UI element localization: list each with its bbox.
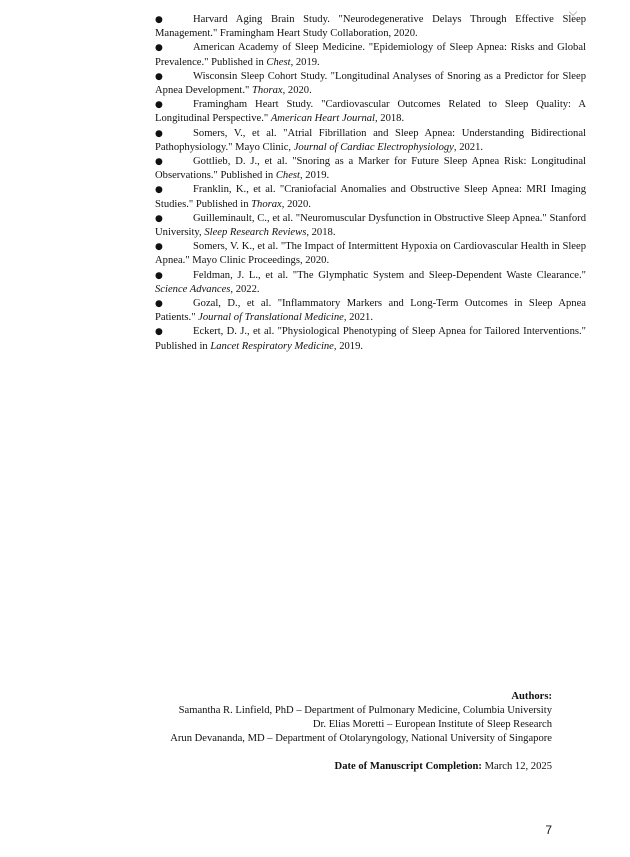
reference-citation: Eckert, D. J., et al. "Physiological Phenotyping of Sleep Apnea for Tailored Interventions." Published in <box>155 326 586 352</box>
reference-item <box>155 325 586 353</box>
reference-item <box>155 155 586 183</box>
manuscript-completion-date <box>335 760 552 774</box>
reference-citation: Franklin, K., et al. "Craniofacial Anomalies and Obstructive Sleep Apnea: MRI Imaging Studies." Published in <box>155 184 586 210</box>
bullet-icon: ● <box>155 242 163 253</box>
reference-journal: Thorax <box>251 198 282 210</box>
reference-year: , 2022. <box>230 283 260 295</box>
reference-text <box>155 297 586 325</box>
reference-year: , 2020. <box>281 198 311 210</box>
reference-item <box>155 212 586 240</box>
reference-item <box>155 269 586 297</box>
author-line: Arun Devananda, MD – Department of Otolaryngology, National University of Singapore <box>170 733 552 744</box>
reference-year: , 2018. <box>374 113 405 125</box>
reference-text <box>155 212 586 240</box>
reference-year: , 2019. <box>333 340 364 352</box>
reference-journal: American Heart Journal <box>270 113 375 125</box>
reference-text <box>155 240 586 268</box>
reference-citation: Harvard Aging Brain Study. "Neurodegenerative Delays Through Effective Sleep Management." Framingham Heart Study Collaboration, 2020. <box>155 14 586 40</box>
reference-text <box>155 41 586 69</box>
reference-citation: Framingham Heart Study. "Cardiovascular Outcomes Related to Sleep Quality: A Longitudinal Perspective." <box>155 99 586 125</box>
bullet-icon: ● <box>155 71 163 82</box>
reference-item <box>155 70 586 98</box>
reference-journal: Journal of Translational Medicine <box>198 312 344 324</box>
completion-label: Date of Manuscript Completion: <box>334 761 482 772</box>
reference-journal: Chest <box>275 170 300 182</box>
reference-citation: Somers, V. K., et al. "The Impact of Intermittent Hypoxia on Cardiovascular Health in Sleep Apnea." Mayo Clinic Proceedings, 2020. <box>155 241 586 267</box>
author-line: Samantha R. Linfield, PhD – Department of Pulmonary Medicine, Columbia University <box>178 705 552 716</box>
reference-citation: Gozal, D., et al. "Inflammatory Markers and Long-Term Outcomes in Sleep Apnea Patients." <box>155 298 586 324</box>
reference-text <box>155 325 586 353</box>
reference-item <box>155 41 586 69</box>
reference-text <box>155 70 586 98</box>
reference-journal: Thorax <box>252 85 283 97</box>
reference-year: , 2019. <box>290 56 320 68</box>
reference-journal: Journal of Cardiac Electrophysiology <box>293 141 454 153</box>
reference-year: , 2019. <box>300 170 330 182</box>
bullet-icon: ● <box>155 327 163 338</box>
bullet-icon: ● <box>155 128 163 139</box>
bullet-icon: ● <box>155 270 163 281</box>
reference-text <box>155 98 586 126</box>
reference-text <box>155 269 586 297</box>
reference-year: , 2021. <box>343 312 373 324</box>
reference-item <box>155 183 586 211</box>
reference-citation: Feldman, J. L., et al. "The Glymphatic System and Sleep-Dependent Waste Clearance." <box>193 269 586 281</box>
bullet-icon: ● <box>155 299 163 310</box>
page-number: 7 <box>545 823 552 837</box>
reference-text <box>155 183 586 211</box>
reference-year: , 2020. <box>282 85 312 97</box>
reference-journal: Science Advances <box>155 283 231 295</box>
authors-heading: Authors: <box>511 691 552 702</box>
reference-citation: American Academy of Sleep Medicine. "Epidemiology of Sleep Apnea: Risks and Global Prevalence." Published in <box>155 42 586 68</box>
reference-citation: Gottlieb, D. J., et al. "Snoring as a Marker for Future Sleep Apnea Risk: Longitudinal Observations." Published in <box>155 156 586 182</box>
reference-year: , 2018. <box>306 227 336 239</box>
author-line: Dr. Elias Moretti – European Institute of Sleep Research <box>312 719 552 730</box>
reference-list <box>155 13 586 354</box>
bullet-icon: ● <box>155 157 163 168</box>
reference-journal: Sleep Research Reviews <box>204 227 307 239</box>
bullet-icon: ● <box>155 100 163 111</box>
completion-value: March 12, 2025 <box>481 761 552 772</box>
reference-text <box>155 127 586 155</box>
reference-citation: Somers, V., et al. "Atrial Fibrillation and Sleep Apnea: Understanding Bidirectional Pathophysiology." Mayo Clinic, <box>155 127 586 153</box>
reference-year: , 2021. <box>453 141 484 153</box>
authors-block <box>170 690 552 746</box>
bullet-icon: ● <box>155 43 163 54</box>
reference-text <box>155 155 586 183</box>
reference-citation: Guilleminault, C., et al. "Neuromuscular Dysfunction in Obstructive Sleep Apnea." Stanford University, <box>155 212 586 239</box>
bullet-icon: ● <box>155 185 163 196</box>
reference-citation: Wisconsin Sleep Cohort Study. "Longitudinal Analyses of Snoring as a Predictor for Sleep Apnea Development." <box>155 70 586 97</box>
reference-item <box>155 297 586 325</box>
reference-item <box>155 98 586 126</box>
reference-item <box>155 127 586 155</box>
bullet-icon: ● <box>155 213 163 224</box>
reference-item <box>155 240 586 268</box>
reference-journal: Chest <box>266 56 291 68</box>
reference-text <box>155 13 586 41</box>
reference-journal: Lancet Respiratory Medicine <box>210 340 334 352</box>
reference-item <box>155 13 586 41</box>
bullet-icon: ● <box>155 15 163 25</box>
